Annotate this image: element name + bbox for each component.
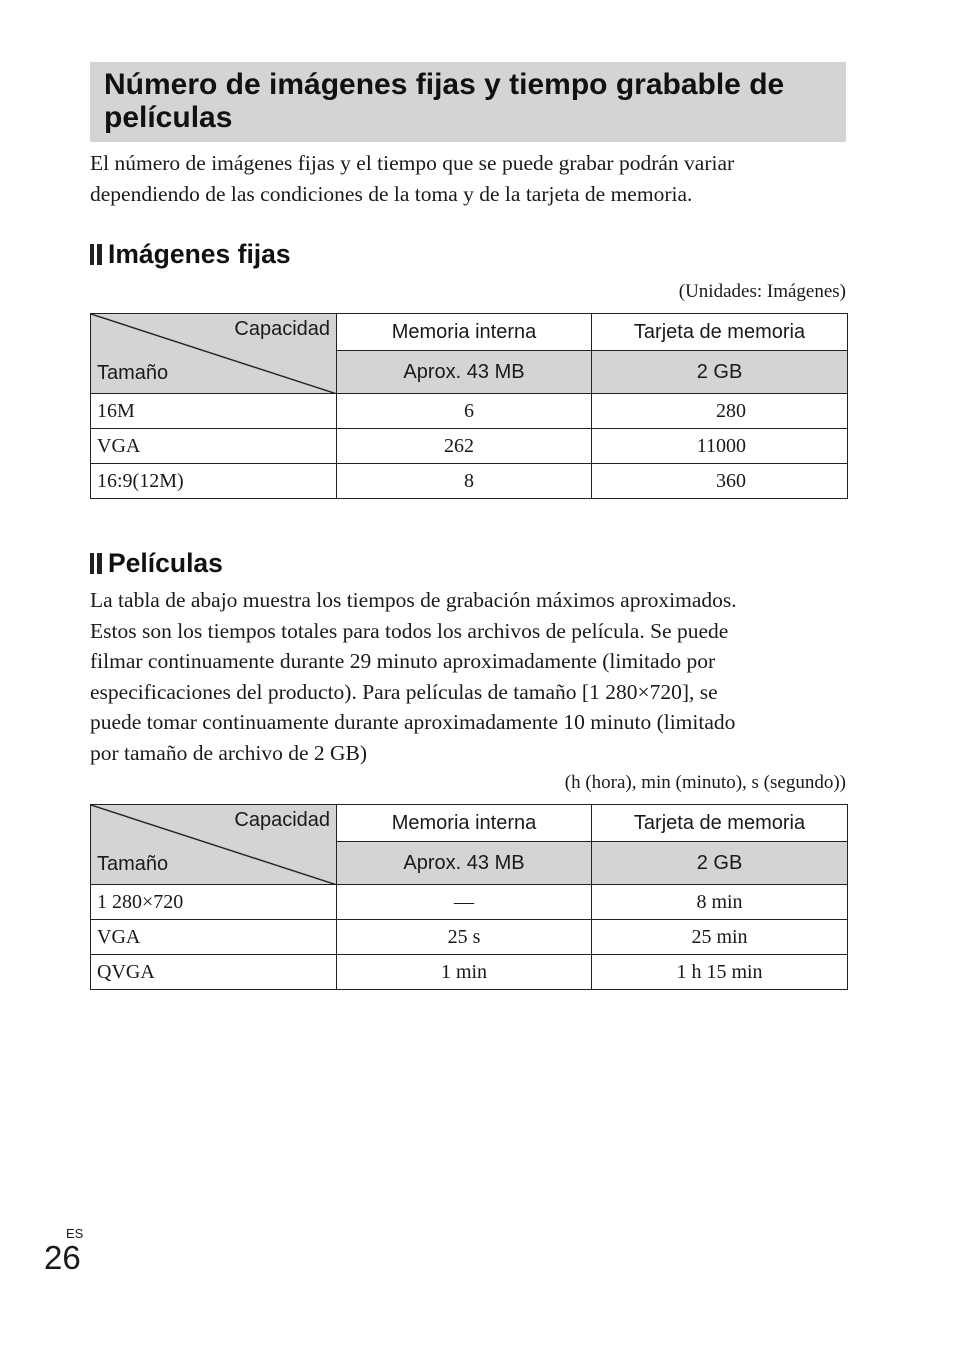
column-subheader-internal: Aprox. 43 MB bbox=[337, 842, 592, 885]
section-heading-label: Imágenes fijas bbox=[108, 239, 291, 269]
capacity-label: Capacidad bbox=[234, 318, 330, 340]
table-header-row bbox=[91, 805, 848, 842]
column-subheader-card: 2 GB bbox=[592, 842, 848, 885]
section-heading-still-images bbox=[90, 238, 291, 270]
row-size: QVGA bbox=[91, 955, 337, 990]
row-card: 25 min bbox=[592, 920, 848, 955]
column-header-internal: Memoria interna bbox=[337, 805, 592, 842]
row-internal: 25 s bbox=[337, 920, 592, 955]
row-internal: — bbox=[337, 885, 592, 920]
size-label: Tamaño bbox=[97, 853, 169, 875]
table-row bbox=[91, 464, 848, 499]
diagonal-header-cell bbox=[91, 805, 337, 885]
row-internal: 6 bbox=[337, 394, 592, 429]
capacity-label: Capacidad bbox=[234, 809, 330, 831]
units-note: (h (hora), min (minuto), s (segundo)) bbox=[564, 772, 846, 793]
movies-line: Estos son los tiempos totales para todos los archivos de película. Se puede bbox=[90, 618, 729, 643]
row-card: 8 min bbox=[592, 885, 848, 920]
diagonal-header-cell bbox=[91, 314, 337, 394]
intro-paragraph bbox=[90, 148, 850, 209]
column-header-internal: Memoria interna bbox=[337, 314, 592, 351]
size-label: Tamaño bbox=[97, 362, 169, 384]
movies-line: por tamaño de archivo de 2 GB) bbox=[90, 740, 368, 765]
section-marker-icon bbox=[90, 244, 102, 265]
row-card: 1 h 15 min bbox=[592, 955, 848, 990]
movies-line: filmar continuamente durante 29 minuto aproximadamente (limitado por bbox=[90, 649, 716, 673]
table-row bbox=[91, 885, 848, 920]
movies-table bbox=[90, 804, 848, 990]
row-size: 16:9(12M) bbox=[91, 464, 337, 499]
column-subheader-card: 2 GB bbox=[592, 351, 848, 394]
intro-line: El número de imágenes fijas y el tiempo que se puede grabar podrán variar bbox=[90, 151, 735, 175]
movies-line: puede tomar continuamente durante aproximadamente 10 minuto (limitado bbox=[90, 710, 736, 734]
row-size: VGA bbox=[91, 429, 337, 464]
row-size: VGA bbox=[91, 920, 337, 955]
row-internal: 1 min bbox=[337, 955, 592, 990]
row-internal: 262 bbox=[337, 429, 592, 464]
table-row bbox=[91, 920, 848, 955]
table-row bbox=[91, 955, 848, 990]
column-subheader-internal: Aprox. 43 MB bbox=[337, 351, 592, 394]
row-card: 280 bbox=[592, 394, 848, 429]
still-images-table bbox=[90, 313, 848, 499]
movies-paragraph bbox=[90, 585, 850, 768]
table-row bbox=[91, 394, 848, 429]
units-note: (Unidades: Imágenes) bbox=[678, 281, 846, 302]
column-header-card: Tarjeta de memoria bbox=[592, 314, 848, 351]
movies-line: La tabla de abajo muestra los tiempos de grabación máximos aproximados. bbox=[90, 588, 737, 612]
row-card: 360 bbox=[592, 464, 848, 499]
title-bar bbox=[90, 62, 846, 142]
section-marker-icon bbox=[90, 553, 102, 574]
column-header-card: Tarjeta de memoria bbox=[592, 805, 848, 842]
row-card: 11000 bbox=[592, 429, 848, 464]
row-size: 16M bbox=[91, 394, 337, 429]
intro-line: dependiendo de las condiciones de la toma y de la tarjeta de memoria. bbox=[90, 181, 693, 206]
movies-line: especificaciones del producto). Para películas de tamaño [1 280×720], se bbox=[90, 679, 718, 704]
table-header-row bbox=[91, 314, 848, 351]
section-heading-label: Películas bbox=[108, 548, 223, 578]
row-size: 1 280×720 bbox=[91, 885, 337, 920]
page-number: 26 bbox=[44, 1239, 81, 1276]
row-internal: 8 bbox=[337, 464, 592, 499]
page-title: Número de imágenes fijas y tiempo grabable de películas bbox=[104, 68, 785, 134]
page-language-code: ES bbox=[66, 1226, 84, 1241]
table-row bbox=[91, 429, 848, 464]
section-heading-movies bbox=[90, 547, 223, 579]
